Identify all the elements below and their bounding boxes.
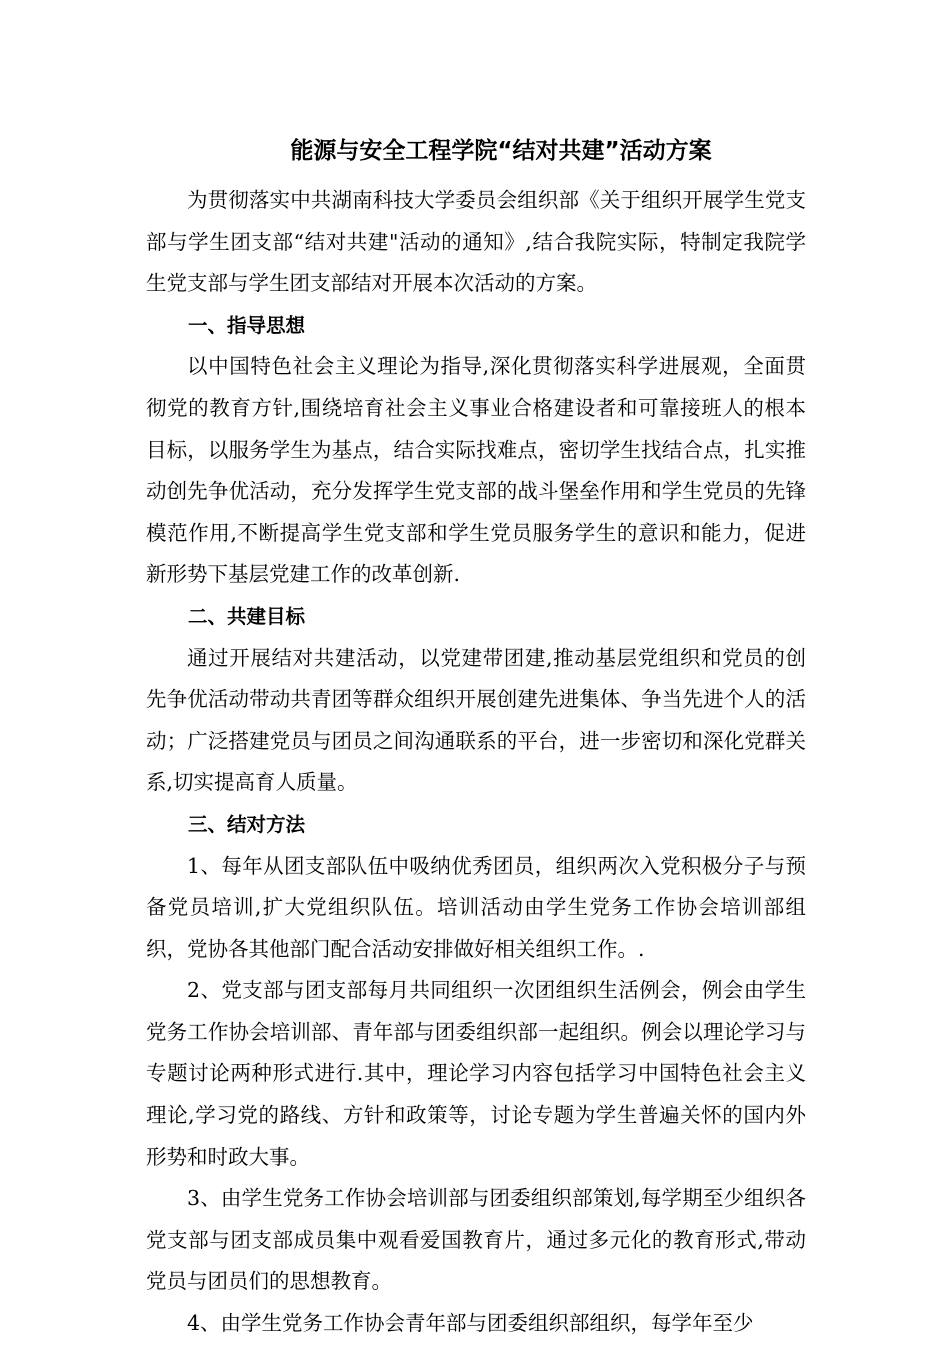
method-item-2: 2、党支部与团支部每月共同组织一次团组织生活例会，例会由学生党务工作协会培训部、青年部与团委组织部一起组织。例会以理论学习与专题讨论两种形式进行.其中，理论学习内容包括学习中国特色社会主义理论,学习党的路线、方针和政策等，讨论专题为学生普遍关怀的国内外形势和时政大事。 xyxy=(146,978,806,1169)
document-title: 能源与安全工程学院“结对共建”活动方案 xyxy=(290,138,712,164)
method-item-1: 1、每年从团支部队伍中吸纳优秀团员，组织两次入党积极分子与预备党员培训,扩大党组织队伍。培训活动由学生党务工作协会培训部组织，党协各其他部门配合活动安排做好相关组织工作。. xyxy=(146,853,806,961)
document-body xyxy=(146,180,806,1345)
section-heading-methods: 三、结对方法 xyxy=(188,812,306,836)
method-item-4: 4、由学生党务工作协会青年部与团委组织部组织，每学年至少 xyxy=(187,1311,754,1336)
section-paragraph-guiding-ideology: 以中国特色社会主义理论为指导,深化贯彻落实科学进展观，全面贯彻党的教育方针,围绕培育社会主义事业合格建设者和可靠接班人的根本目标，以服务学生为基点，结合实际找难点，密切学生找结合点，扎实推动创先争优活动，充分发挥学生党支部的战斗堡垒作用和学生党员的先锋模范作用,不断提高学生党支部和学生党员服务学生的意识和能力，促进新形势下基层党建工作的改革创新. xyxy=(146,354,806,587)
section-paragraph-goals: 通过开展结对共建活动，以党建带团建,推动基层党组织和党员的创先争优活动带动共青团等群众组织开展创建先进集体、争当先进个人的活动；广泛搭建党员与团员之间沟通联系的平台，进一步密切和深化党群关系,切实提高育人质量。 xyxy=(146,645,806,795)
intro-paragraph: 为贯彻落实中共湖南科技大学委员会组织部《关于组织开展学生党支部与学生团支部“结对共建"活动的通知》,结合我院实际，特制定我院学生党支部与学生团支部结对开展本次活动的方案。 xyxy=(146,188,806,296)
section-heading-goals: 二、共建目标 xyxy=(188,604,306,628)
method-item-3: 3、由学生党务工作协会培训部与团委组织部策划,每学期至少组织各党支部与团支部成员集中观看爱国教育片，通过多元化的教育形式,带动党员与团员们的思想教育。 xyxy=(146,1186,806,1294)
section-heading-guiding-ideology: 一、指导思想 xyxy=(188,313,306,337)
